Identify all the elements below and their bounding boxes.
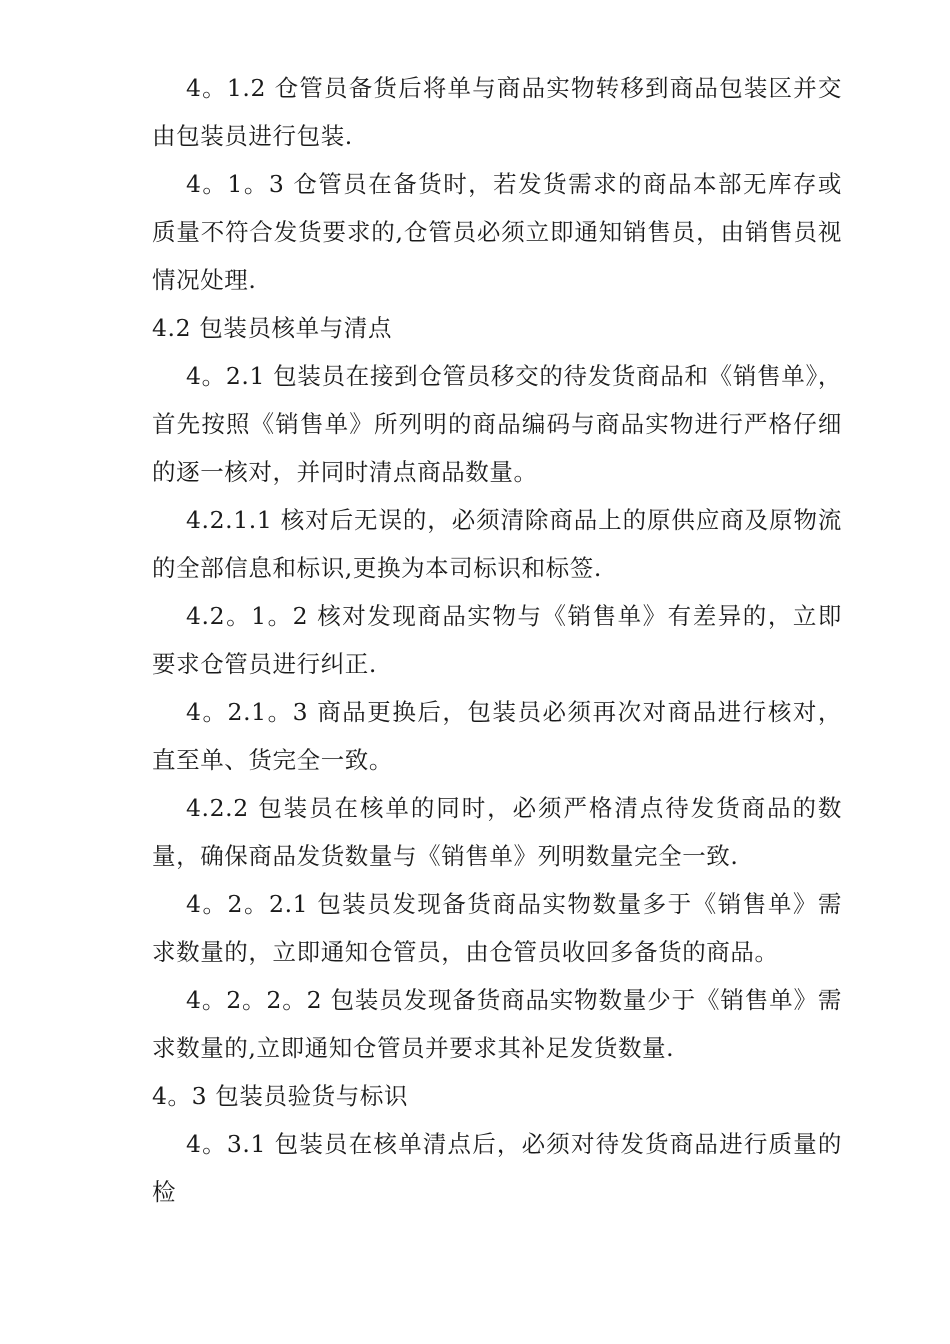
section-heading-4-3: 4。3 包装员验货与标识 [152,1082,409,1110]
paragraph-4-2-2: 4.2.2 包装员在核单的同时，必须严格清点待发货商品的数量，确保商品发货数量与《销售单》列明数量完全一致. [152,794,842,870]
paragraph-4-1-3: 4。1。3 仓管员在备货时，若发货需求的商品本部无库存或质量不符合发货要求的,仓管员必须立即通知销售员，由销售员视情况处理. [152,170,842,294]
document-body [152,64,842,1216]
section-heading-4-2: 4.2 包装员核单与清点 [152,314,393,342]
paragraph-4-2-2-1: 4。2。2.1 包装员发现备货商品实物数量多于《销售单》需求数量的，立即通知仓管员，由仓管员收回多备货的商品。 [152,890,842,966]
paragraph-4-3-1: 4。3.1 包装员在核单清点后，必须对待发货商品进行质量的检 [152,1130,842,1206]
paragraph-4-1-2: 4。1.2 仓管员备货后将单与商品实物转移到商品包装区并交由包装员进行包装. [152,74,842,150]
paragraph-4-2-1: 4。2.1 包装员在接到仓管员移交的待发货商品和《销售单》，首先按照《销售单》所列明的商品编码与商品实物进行严格仔细的逐一核对，并同时清点商品数量。 [152,362,842,486]
paragraph-4-2-1-2: 4.2。1。2 核对发现商品实物与《销售单》有差异的，立即要求仓管员进行纠正. [152,602,842,678]
paragraph-4-2-1-1: 4.2.1.1 核对后无误的，必须清除商品上的原供应商及原物流的全部信息和标识,更换为本司标识和标签. [152,506,842,582]
paragraph-4-2-2-2: 4。2。2。2 包装员发现备货商品实物数量少于《销售单》需求数量的,立即通知仓管员并要求其补足发货数量. [152,986,842,1062]
paragraph-4-2-1-3: 4。2.1。3 商品更换后，包装员必须再次对商品进行核对，直至单、货完全一致。 [152,698,842,774]
